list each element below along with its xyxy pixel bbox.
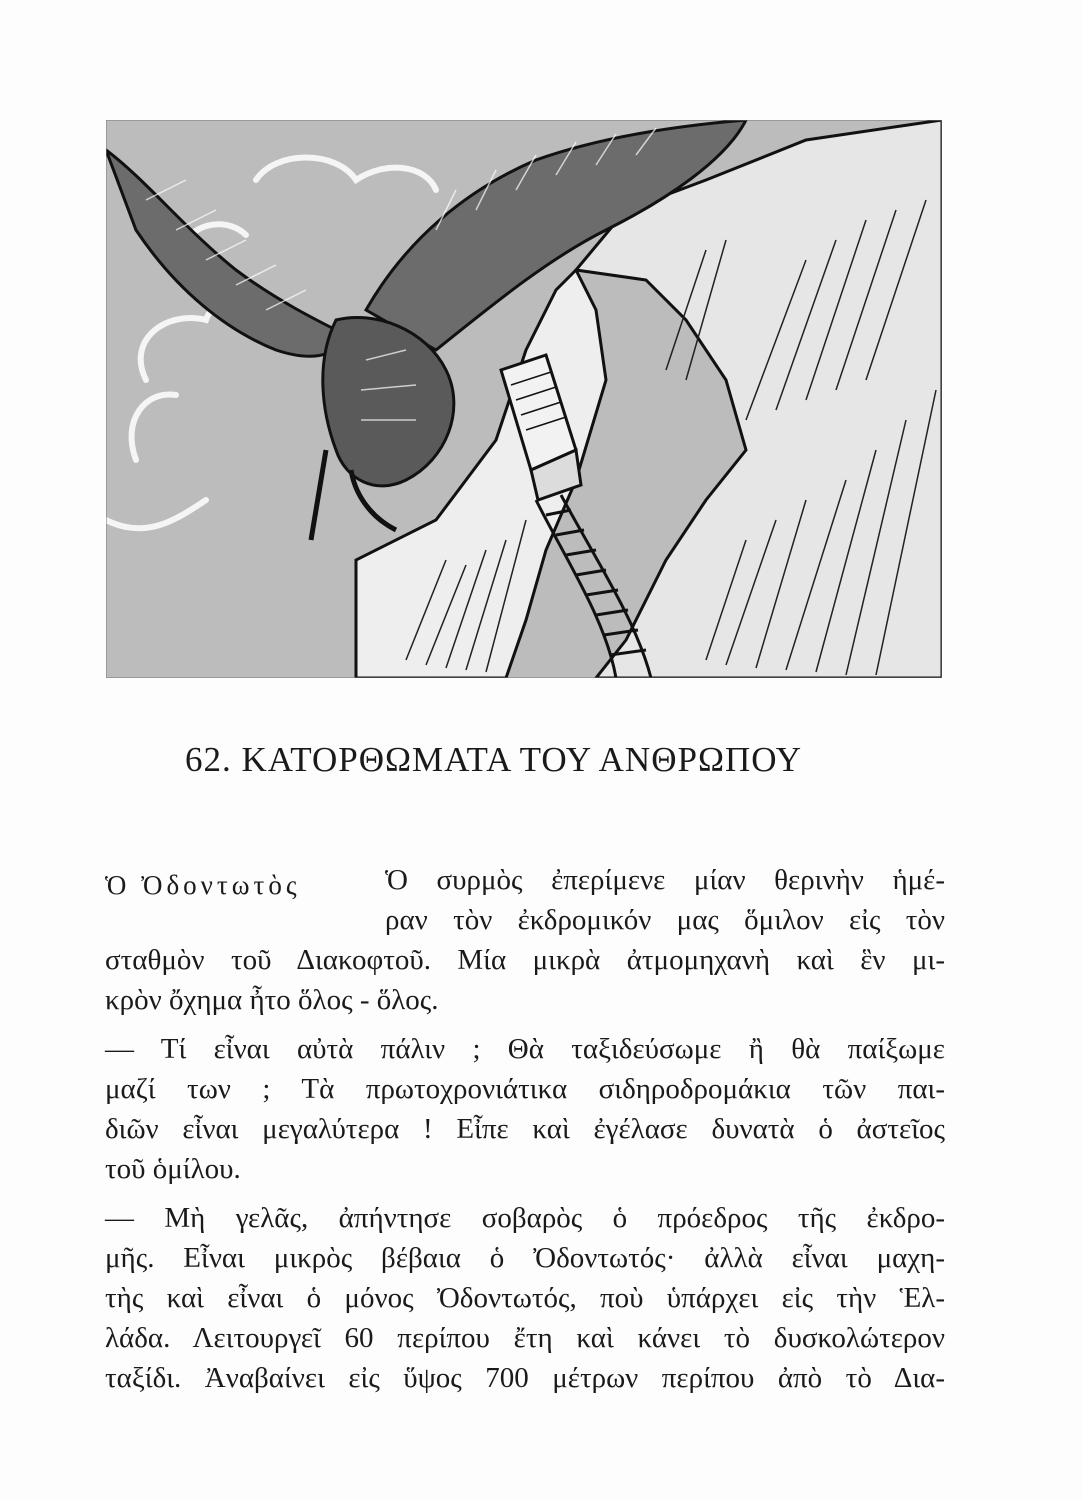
paragraph-line: Ὁ συρμὸς ἐπερίμενε μίαν θερινὴν ἡμέ- <box>385 864 945 896</box>
paragraph-line: ταξίδι. Ἀναβαίνει εἰς ὕψος 700 μέτρων περίπου ἀπὸ τὸ Δια- <box>105 1362 945 1394</box>
paragraph-line: ραν τὸν ἐκδρομικόν μας ὅμιλον εἰς τὸν <box>385 904 945 936</box>
paragraph-line: μαζί των ; Τὰ πρωτοχρονιάτικα σιδηροδρομάκια τῶν παι- <box>105 1073 945 1105</box>
paragraph-line: λάδα. Λειτουργεῖ 60 περίπου ἔτη καὶ κάνει τὸ δυσκολώτερον <box>105 1322 945 1354</box>
paragraph-line: κρὸν ὄχημα ἦτο ὅλος - ὅλος. <box>105 984 439 1016</box>
paragraph-line: σταθμὸν τοῦ Διακοφτοῦ. Μία μικρὰ ἀτμομηχανὴ καὶ ἓν μι- <box>105 944 945 976</box>
chapter-title: 62. ΚΑΤΟΡΘΩΜΑΤΑ ΤΟΥ ΑΝΘΡΩΠΟΥ <box>185 740 803 779</box>
paragraph-line: μῆς. Εἶναι μικρὸς βέβαια ὁ Ὀδοντωτός· ἀλλὰ εἶναι μαχη- <box>105 1242 945 1274</box>
section-heading: Ὁ Ὀδοντωτὸς <box>105 870 301 900</box>
eagle-train-illustration <box>106 120 942 678</box>
paragraph-line: τὴς καὶ εἶναι ὁ μόνος Ὀδοντωτός, ποὺ ὑπάρχει εἰς τὴν Ἑλ- <box>105 1282 945 1314</box>
paragraph-line: — Τί εἶναι αὐτὰ πάλιν ; Θὰ ταξιδεύσωμε ἢ θὰ παίξωμε <box>105 1033 945 1065</box>
paragraph-line: τοῦ ὁμίλου. <box>105 1153 241 1185</box>
paragraph-line: διῶν εἶναι μεγαλύτερα ! Εἶπε καὶ ἐγέλασε δυνατὰ ὁ ἀστεῖος <box>105 1113 945 1145</box>
paragraph-line: — Μὴ γελᾶς, ἀπήντησε σοβαρὸς ὁ πρόεδρος τῆς ἐκδρο- <box>105 1202 945 1234</box>
